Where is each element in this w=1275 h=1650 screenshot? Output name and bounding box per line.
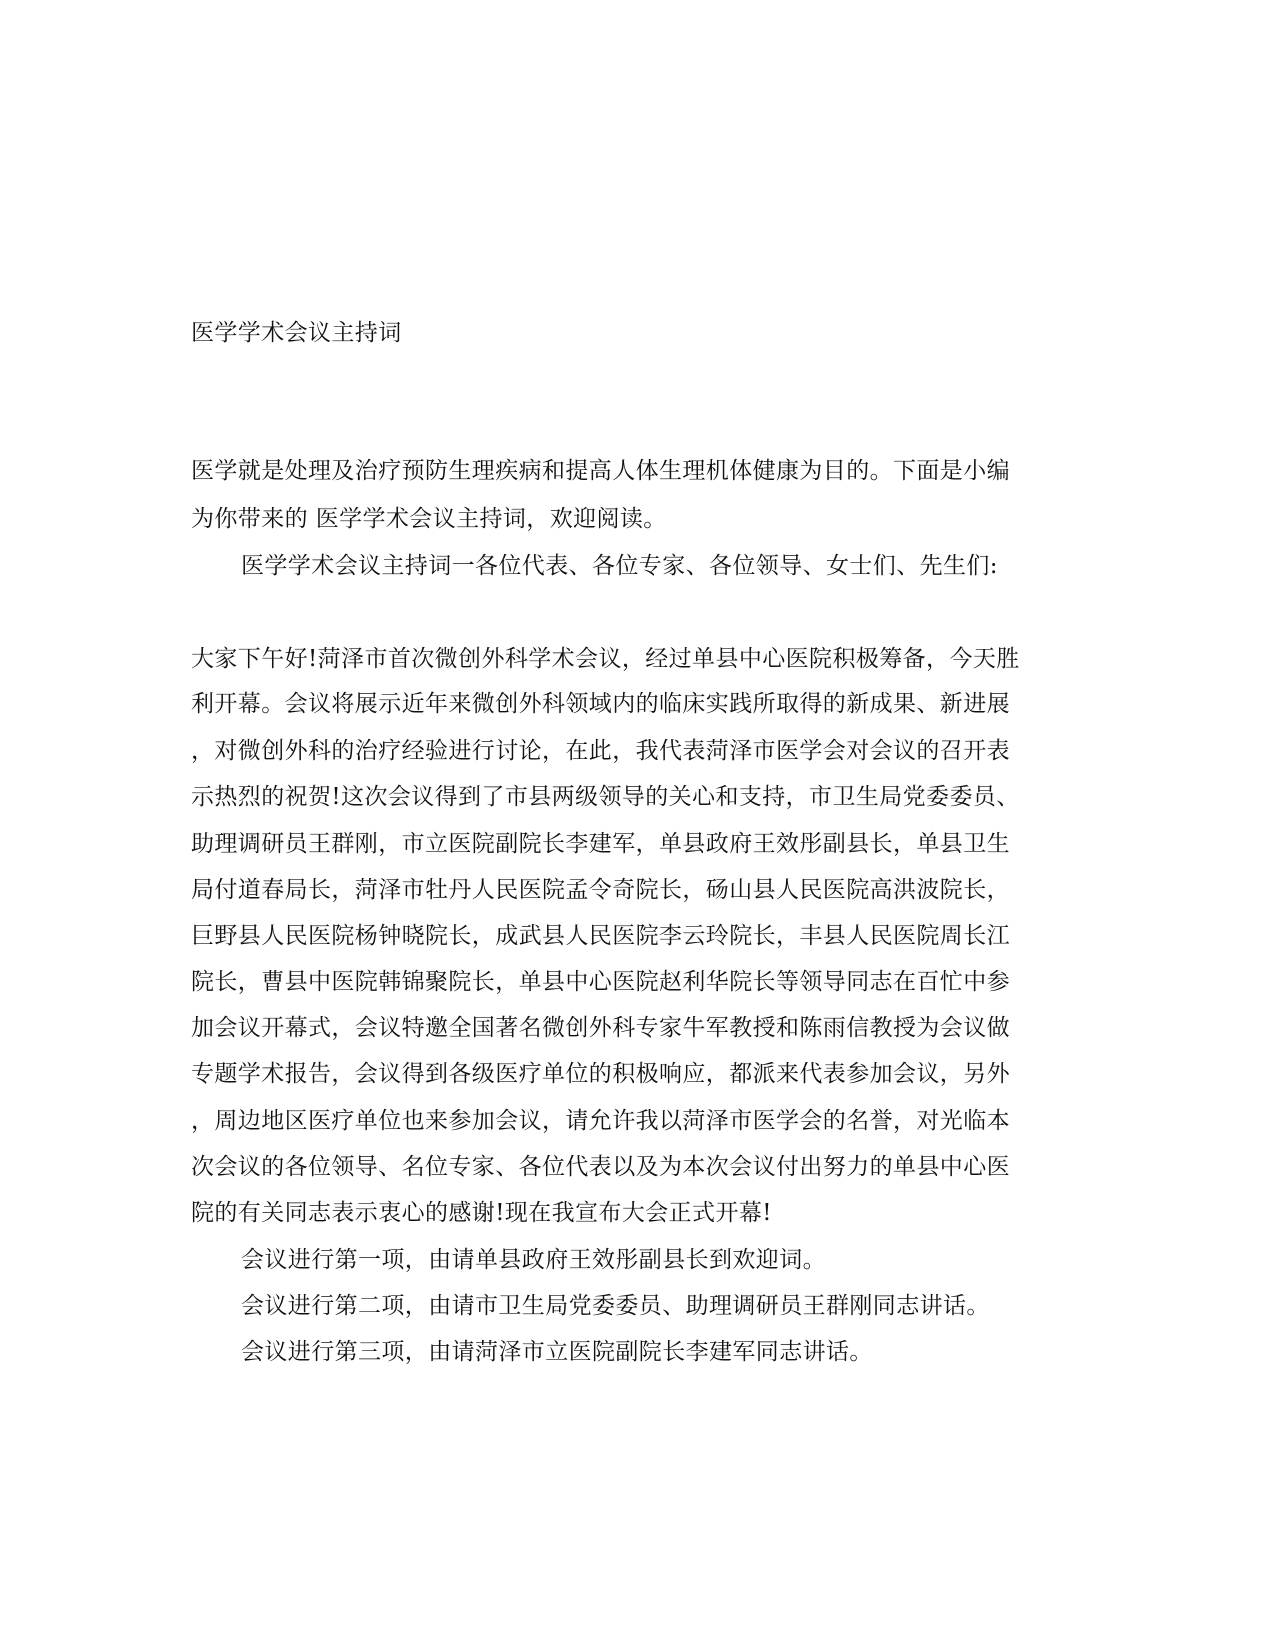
body-line: 局付道春局长，菏泽市牡丹人民医院孟令奇院长，砀山县人民医院高洪波院长， [191,877,1010,903]
body-line: ，对微创外科的治疗经验进行讨论，在此，我代表菏泽市医学会对会议的召开表 [191,738,1010,764]
body-line: 助理调研员王群刚，市立医院副院长李建军，单县政府王效彤副县长，单县卫生 [191,831,1010,857]
body-line: 次会议的各位领导、名位专家、各位代表以及为本次会议付出努力的单县中心医 [191,1154,1010,1180]
body-line: 院的有关同志表示衷心的感谢!现在我宣布大会正式开幕! [191,1200,772,1226]
body-line: 专题学术报告，会议得到各级医疗单位的积极响应，都派来代表参加会议，另外 [191,1061,1010,1087]
body-line: 巨野县人民医院杨钟晓院长，成武县人民医院李云玲院长，丰县人民医院周长江 [191,923,1010,949]
body-line: 示热烈的祝贺!这次会议得到了市县两级领导的关心和支持，市卫生局党委委员、 [191,784,1020,810]
intro-line: 为你带来的 医学学术会议主持词，欢迎阅读。 [191,506,667,532]
agenda-item: 会议进行第三项，由请菏泽市立医院副院长李建军同志讲话。 [241,1339,873,1365]
body-line: 利开幕。会议将展示近年来微创外科领域内的临床实践所取得的新成果、新进展 [191,691,1010,717]
agenda-item: 会议进行第二项，由请市卫生局党委委员、助理调研员王群刚同志讲话。 [241,1293,990,1319]
document-title: 医学学术会议主持词 [191,320,402,346]
body-line: 院长，曹县中医院韩锦聚院长，单县中心医院赵利华院长等领导同志在百忙中参 [191,969,1010,995]
agenda-item: 会议进行第一项，由请单县政府王效彤副县长到欢迎词。 [241,1247,826,1273]
section-heading: 医学学术会议主持词一各位代表、各位专家、各位领导、女士们、先生们: [241,553,998,579]
body-line: 大家下午好!菏泽市首次微创外科学术会议，经过单县中心医院积极筹备，今天胜 [191,646,1020,672]
body-line: 加会议开幕式，会议特邀全国著名微创外科专家牛军教授和陈雨信教授为会议做 [191,1015,1010,1041]
body-line: ，周边地区医疗单位也来参加会议，请允许我以菏泽市医学会的名誉，对光临本 [191,1108,1010,1134]
intro-line: 医学就是处理及治疗预防生理疾病和提高人体生理机体健康为目的。下面是小编 [191,458,1010,484]
